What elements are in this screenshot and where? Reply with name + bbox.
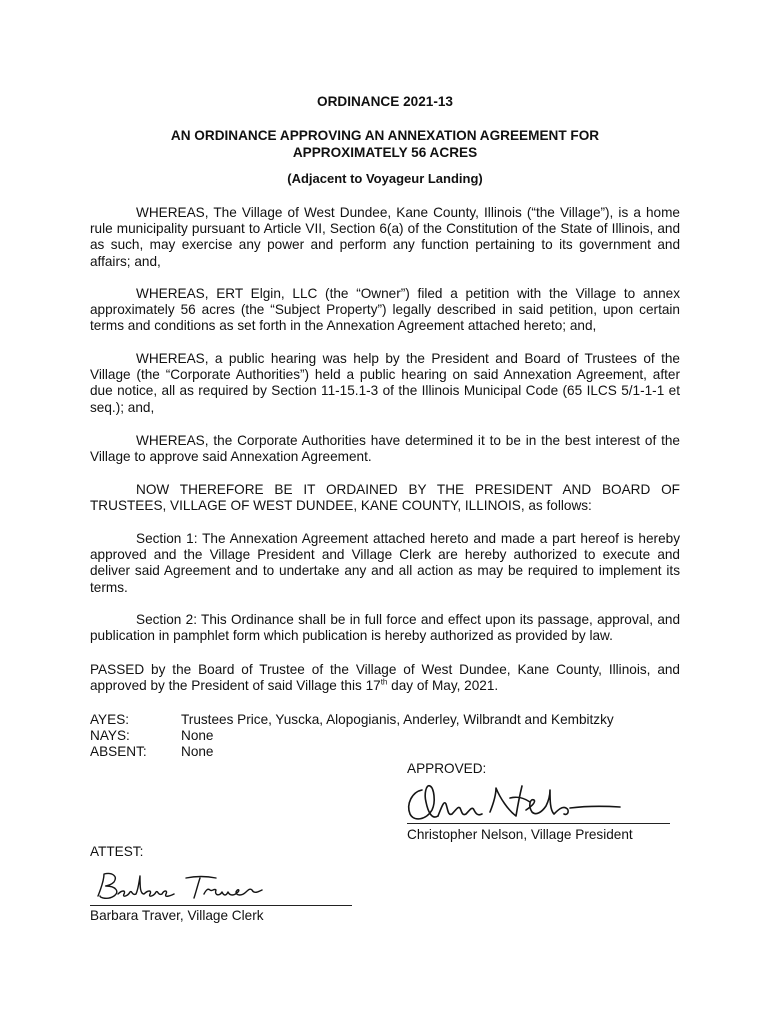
absent-value: None bbox=[181, 744, 214, 759]
nays-value: None bbox=[181, 728, 214, 743]
ordinance-subtitle-line2: APPROXIMATELY 56 ACRES bbox=[292, 145, 478, 160]
clerk-name: Barbara Traver, Village Clerk bbox=[90, 908, 264, 923]
whereas-paragraph-2: WHEREAS, ERT Elgin, LLC (the “Owner”) filed a petition with the Village to annex approximately 56 acres (the “Subject Property”) legally described in said petition, upon certain terms and conditions as set forth in the Annexation Agreement attached hereto; and, bbox=[90, 286, 680, 334]
ayes-value: Trustees Price, Yuscka, Alopogianis, Anderley, Wilbrandt and Kembitzky bbox=[181, 712, 614, 727]
passed-text: PASSED by the Board of Trustee of the Village of West Dundee, Kane County, Illinois, and approved by the President of said Village this 17 bbox=[90, 662, 680, 694]
ordained-paragraph: NOW THEREFORE BE IT ORDAINED BY THE PRESIDENT AND BOARD OF TRUSTEES, VILLAGE OF WEST DUNDEE, KANE COUNTY, ILLINOIS, as follows: bbox=[90, 482, 680, 514]
whereas-paragraph-1: WHEREAS, The Village of West Dundee, Kane County, Illinois (“the Village”), is a home rule municipality pursuant to Article VII, Section 6(a) of the Constitution of the State of Illinois, and as such, may exercise any power and perform any function pertaining to its government and affairs; and, bbox=[90, 205, 680, 269]
clerk-signature-line bbox=[90, 905, 352, 906]
president-signature-line bbox=[407, 823, 670, 824]
ordinance-parenthetical: (Adjacent to Voyageur Landing) bbox=[287, 171, 483, 186]
nays-label: NAYS: bbox=[90, 728, 130, 743]
attest-label: ATTEST: bbox=[90, 844, 144, 859]
whereas-paragraph-4: WHEREAS, the Corporate Authorities have determined it to be in the best interest of the Village to approve said Annexation Agreement. bbox=[90, 433, 680, 465]
absent-label: ABSENT: bbox=[90, 744, 147, 759]
passed-text-end: day of May, 2021. bbox=[387, 678, 499, 694]
president-name: Christopher Nelson, Village President bbox=[407, 827, 633, 842]
passed-date-suffix: th bbox=[380, 677, 388, 687]
ordinance-title: ORDINANCE 2021-13 bbox=[317, 94, 453, 109]
whereas-paragraph-3: WHEREAS, a public hearing was help by the President and Board of Trustees of the Village (the “Corporate Authorities”) held a public hearing on said Annexation Agreement, after due notice, all as required by Section 11-15.1-3 of the Illinois Municipal Code (65 ILCS 5/1-1-1 et seq.); and, bbox=[90, 351, 680, 415]
section-1-paragraph: Section 1: The Annexation Agreement attached hereto and made a part hereof is hereby approved and the Village President and Village Clerk are hereby authorized to execute and deliver said Agreement and to undertake any and all action as may be required to implement its terms. bbox=[90, 531, 680, 595]
approved-label: APPROVED: bbox=[407, 761, 487, 776]
ordinance-subtitle-line1: AN ORDINANCE APPROVING AN ANNEXATION AGREEMENT FOR bbox=[170, 128, 600, 143]
passed-paragraph bbox=[90, 662, 680, 694]
ayes-label: AYES: bbox=[90, 712, 130, 727]
president-signature bbox=[400, 776, 640, 826]
section-2-paragraph: Section 2: This Ordinance shall be in full force and effect upon its passage, approval, and publication in pamphlet form which publication is hereby authorized as provided by law. bbox=[90, 612, 680, 644]
clerk-signature bbox=[88, 866, 273, 906]
